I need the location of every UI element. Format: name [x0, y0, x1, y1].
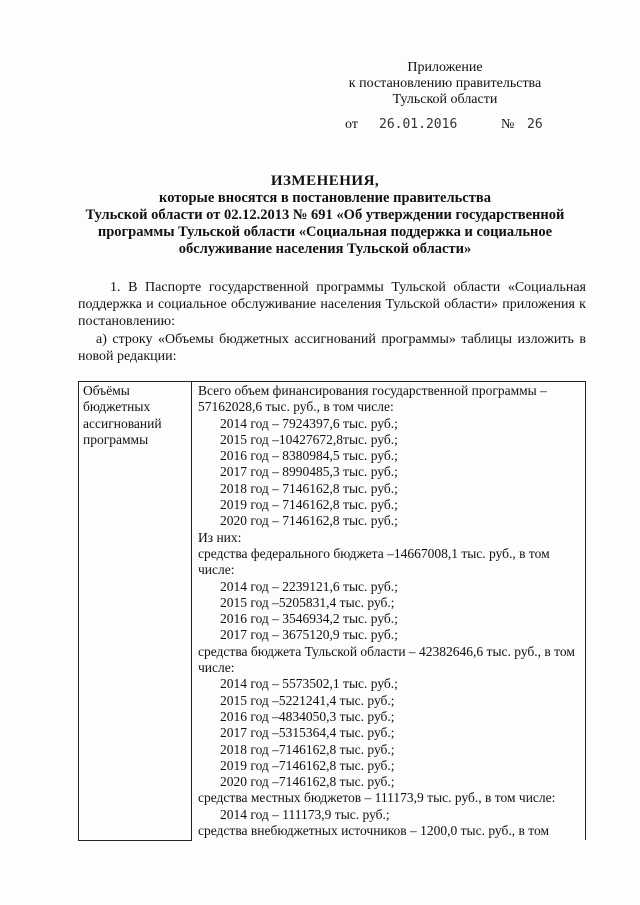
local-line: средства местных бюджетов – 111173,9 тыс. руб., в том числе:: [198, 790, 556, 806]
year-amount-line: 2014 год – 7924397,6 тыс. руб.;: [220, 415, 398, 431]
heading-line-4: обслуживание населения Тульской области»: [178, 241, 472, 257]
heading-title: ИЗМЕНЕНИЯ,: [270, 173, 380, 189]
table-left-cell: Объёмы бюджетных ассигнований программы: [79, 382, 192, 841]
year-amount-line: 2017 год – 8990485,3 тыс. руб.;: [220, 464, 398, 480]
year-amount-line: 2016 год –4834050,3 тыс. руб.;: [220, 708, 395, 724]
year-amount-line: 2017 год –5315364,4 тыс. руб.;: [220, 725, 395, 741]
regional-line: средства бюджета Тульской области – 42382646,6 тыс. руб., в том числе:: [198, 643, 575, 676]
year-amount-line: 2018 год – 7146162,8 тыс. руб.;: [220, 480, 398, 496]
heading-line-1: которые вносятся в постановление правительства: [159, 190, 491, 206]
table-row: [79, 382, 586, 841]
number-label: №: [501, 117, 515, 132]
of-which-label: Из них:: [198, 529, 242, 545]
budget-table: [78, 381, 586, 841]
year-amount-line: 2015 год –10427672,8тыс. руб.;: [220, 431, 398, 447]
appendix-block: [340, 60, 550, 108]
document-heading: [60, 173, 590, 258]
appendix-line-3: Тульской области: [392, 92, 498, 107]
year-amount-line: 2014 год – 111173,9 тыс. руб.;: [220, 806, 390, 822]
appendix-line-2: к постановлению правительства: [348, 76, 542, 91]
appendix-line-1: Приложение: [407, 60, 483, 75]
year-amount-line: 2014 год – 2239121,6 тыс. руб.;: [220, 578, 398, 594]
heading-line-3: программы Тульской области «Социальная поддержка и социальное: [97, 224, 553, 240]
total-line: Всего объем финансирования государственной программы – 57162028,6 тыс. руб., в том числе:: [198, 383, 547, 415]
year-amount-line: 2020 год –7146162,8 тыс. руб.;: [220, 774, 395, 790]
heading-line-2: Тульской области от 02.12.2013 № 691 «Об утверждении государственной: [85, 207, 565, 223]
federal-years-list: [198, 579, 581, 644]
year-amount-line: 2020 год – 7146162,8 тыс. руб.;: [220, 513, 398, 529]
year-amount-line: 2014 год – 5573502,1 тыс. руб.;: [220, 676, 398, 692]
paragraph-2: а) строку «Объемы бюджетных ассигнований программы» таблицы изложить в новой редакции:: [78, 332, 586, 364]
paragraph-1: 1. В Паспорте государственной программы Тульской области «Социальная поддержка и социальное обслуживание населения Тульской области» приложения к постановлению:: [78, 280, 586, 329]
federal-line: средства федерального бюджета –14667008,1 тыс. руб., в том числе:: [198, 545, 550, 578]
year-amount-line: 2015 год –5205831,4 тыс. руб.;: [220, 594, 395, 610]
extrabudget-line: средства внебюджетных источников – 1200,0 тыс. руб., в том: [198, 823, 549, 839]
regional-years-list: [198, 676, 581, 790]
date-label: от: [345, 117, 358, 132]
date-value: 26.01.2016: [379, 117, 458, 132]
table-right-cell: [192, 382, 586, 841]
year-amount-line: 2016 год – 8380984,5 тыс. руб.;: [220, 448, 398, 464]
year-amount-line: 2017 год – 3675120,9 тыс. руб.;: [220, 627, 398, 643]
local-years-list: [198, 807, 581, 823]
year-amount-line: 2019 год – 7146162,8 тыс. руб.;: [220, 497, 398, 513]
year-amount-line: 2016 год – 3546934,2 тыс. руб.;: [220, 611, 398, 627]
total-years-list: [198, 416, 581, 530]
year-amount-line: 2015 год –5221241,4 тыс. руб.;: [220, 692, 395, 708]
year-amount-line: 2019 год –7146162,8 тыс. руб.;: [220, 757, 395, 773]
year-amount-line: 2018 год –7146162,8 тыс. руб.;: [220, 741, 395, 757]
number-value: 26: [527, 117, 543, 132]
